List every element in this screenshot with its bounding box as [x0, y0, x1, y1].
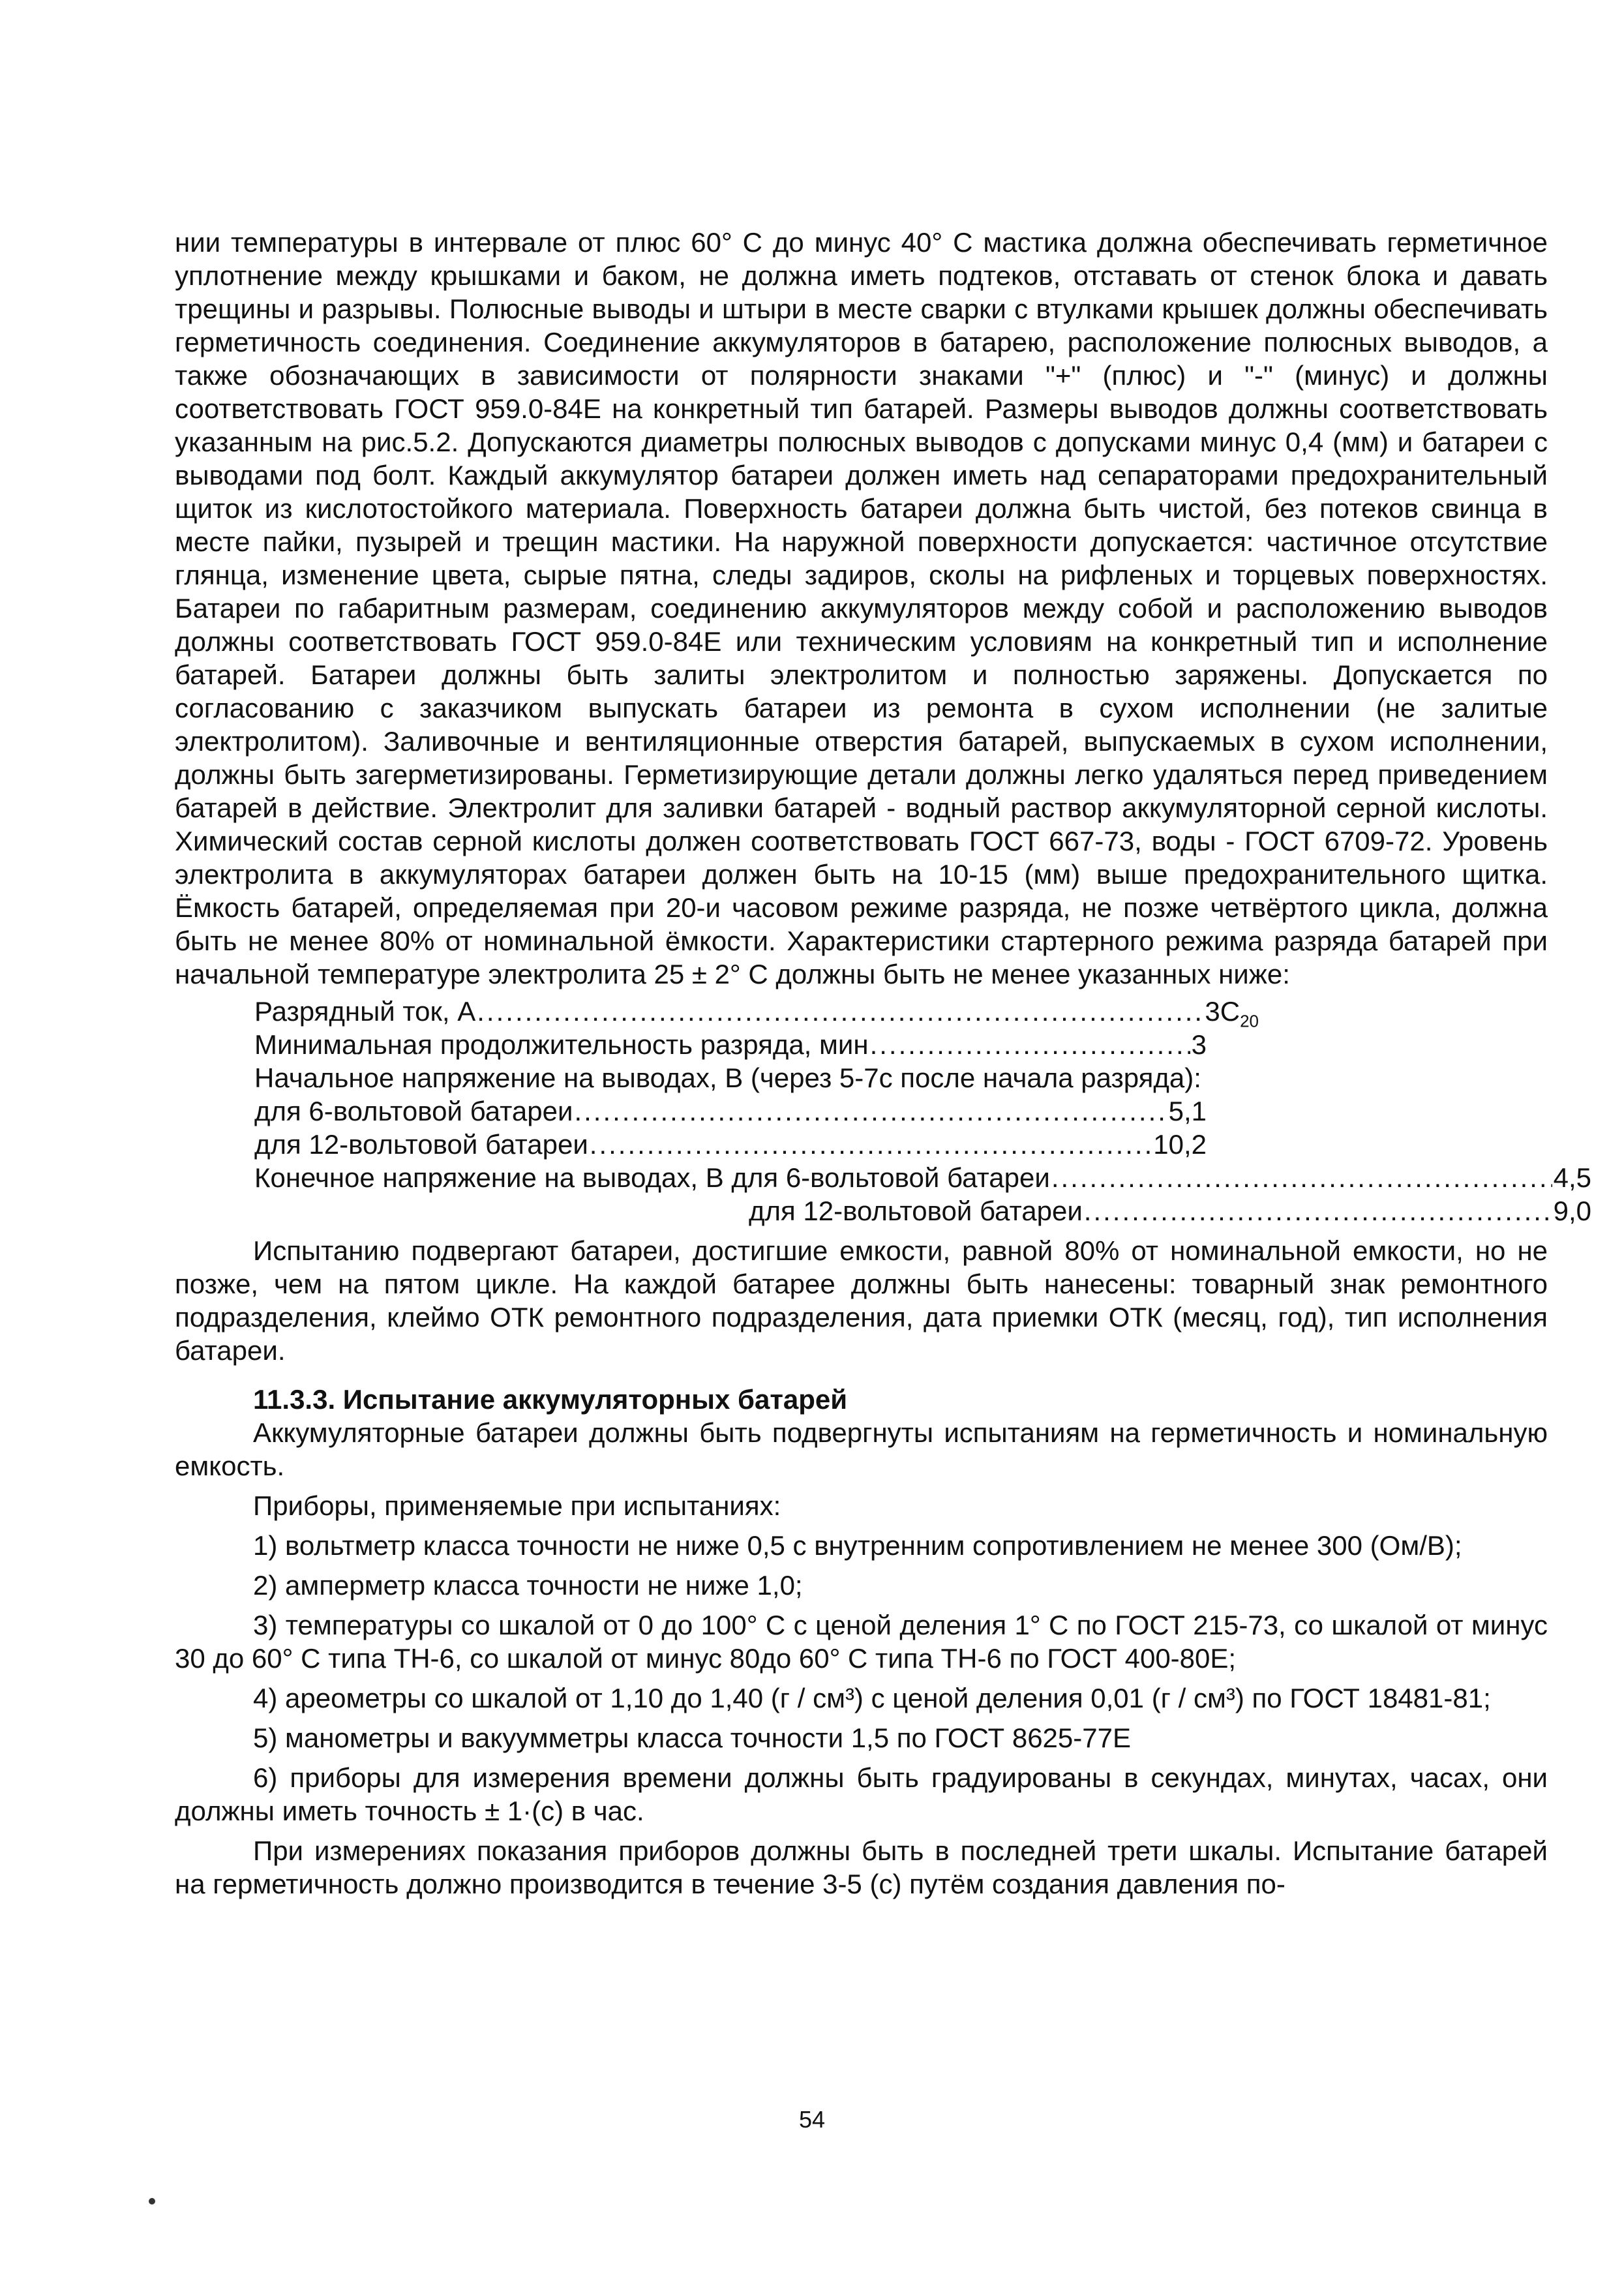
list-item: 2) амперметр класса точности не ниже 1,0; — [253, 1570, 803, 1601]
spec-initial-voltage-heading: Начальное напряжение на выводах, В (через 5-7с после начала разряда): — [254, 1062, 1201, 1093]
spec-label: для 6-вольтовой батареи — [254, 1096, 573, 1126]
section-heading: 11.3.3. Испытание аккумуляторных батарей — [253, 1384, 848, 1415]
scan-speck — [149, 2198, 155, 2205]
spec-label: для 12-вольтовой батареи — [254, 1129, 588, 1160]
list-item: 5) манометры и вакуумметры класса точности 1,5 по ГОСТ 8625-77Е — [253, 1723, 1131, 1753]
leader-dots — [1051, 1161, 1552, 1194]
paragraph-tests-intro: Аккумуляторные батареи должны быть подвергнуты испытаниям на герметичность и номинальную емкость. — [175, 1417, 1548, 1481]
spec-value: 4,5 — [1553, 1162, 1591, 1193]
spec-initial-12v — [254, 1128, 1207, 1161]
spec-final-6v — [254, 1161, 1591, 1194]
spec-discharge-current — [254, 995, 1259, 1031]
text-column — [175, 226, 1591, 1901]
list-item: 6) приборы для измерения времени должны быть градуированы в секундах, минутах, часах, они должны иметь точность ± 1·(с) в час. — [175, 1762, 1548, 1826]
spec-value: 3 — [1191, 1029, 1207, 1060]
list-item: 4) ареометры со шкалой от 1,10 до 1,40 (г / см³) с ценой деления 0,01 (г / см³) по ГОСТ 18481-81; — [253, 1683, 1491, 1713]
spec-min-duration — [254, 1028, 1207, 1061]
spec-label: для 12-вольтовой батареи — [749, 1196, 1083, 1226]
spec-value — [1205, 995, 1259, 1038]
paragraph-requirements: нии температуры в интервале от плюс 60° С до минус 40° С мастика должна обеспечивать герметичное уплотнение между крышками и баком, не должна иметь подтеков, отставать от стенок блока и давать трещины и разрывы. Полюсные выводы и штыри в месте сварки с втулками крышек должны обеспечивать герметичность соединения. Соединение аккумуляторов в батарею, расположение полюсных выводов, а также обозначающих в зависимости от полярности знаками "+" (плюс) и "-" (минус) и должны соответствовать ГОСТ 959.0-84Е на конкретный тип батарей. Размеры выводов должны соответствовать указанным на рис.5.2. Допускаются диаметры полюсных выводов с допусками минус 0,4 (мм) и батареи с выводами под болт. Каждый аккумулятор батареи должен иметь над сепараторами предохранительный щиток из кислотостойкого материала. Поверхность батареи должна быть чистой, без потеков свинца в месте пайки, пузырей и трещин мастики. На наружной поверхности допускается: частичное отсутствие глянца, изменение цвета, сырые пятна, следы задиров, сколы на рифленых и торцевых поверхностях. Батареи по габаритным размерам, соединению аккумуляторов между собой и расположению выводов должны соответствовать ГОСТ 959.0-84Е или техническим условиям на конкретный тип и исполнение батарей. Батареи должны быть залиты электролитом и полностью заряжены. Допускается по согласованию с заказчиком выпускать батареи из ремонта в сухом исполнении (не залитые электролитом). Заливочные и вентиляционные отверстия батарей, выпускаемых в сухом исполнении, должны быть загерметизированы. Герметизирующие детали должны легко удаляться перед приведением батарей в действие. Электролит для заливки батарей - водный раствор аккумуляторной серной кислоты. Химический состав серной кислоты должен соответствовать ГОСТ 667-73, воды - ГОСТ 6709-72. Уровень электролита в аккумуляторах батареи должен быть на 10-15 (мм) выше предохранительного щитка. Ёмкость батарей, определяемая при 20-и часовом режиме разряда, не позже четвёртого цикла, должна быть не менее 80% от номинальной ёмкости. Характеристики стартерного режима разряда батарей при начальной температуре электролита 25 ± 2° С должны быть не менее указанных ниже: — [175, 227, 1548, 989]
spec-initial-6v — [254, 1094, 1207, 1128]
spec-label: Разрядный ток, А — [254, 996, 476, 1027]
instrument-list-heading: Приборы, применяемые при испытаниях: — [253, 1490, 781, 1521]
spec-value-subscript: 20 — [1240, 1011, 1259, 1031]
spec-value: 5,1 — [1168, 1096, 1207, 1126]
list-item: 3) температуры со шкалой от 0 до 100° С с ценой деления 1° С по ГОСТ 215-73, со шкалой от минус 30 до 60° С типа ТН-6, со шкалой от минус 80до 60° С типа ТН-6 по ГОСТ 400-80Е; — [175, 1610, 1548, 1674]
page-number: 54 — [798, 2106, 826, 2133]
spacer — [175, 1367, 1548, 1383]
spec-value-text: 3С — [1205, 996, 1241, 1027]
spec-label: Минимальная продолжительность разряда, мин — [254, 1029, 869, 1060]
spec-label: Конечное напряжение на выводах, В для 6-вольтовой батареи — [254, 1162, 1050, 1193]
instrument-list — [175, 1489, 1548, 1828]
list-item: 1) вольтметр класса точности не ниже 0,5 с внутренним сопротивлением не менее 300 (Ом/В); — [253, 1530, 1462, 1561]
leader-dots — [574, 1094, 1167, 1128]
spec-final-12v — [254, 1194, 1591, 1227]
discharge-specs — [254, 995, 1591, 1227]
leader-dots — [590, 1128, 1152, 1161]
leader-dots — [870, 1028, 1190, 1061]
leader-dots — [477, 995, 1203, 1028]
paragraph-measurements: При измерениях показания приборов должны быть в последней трети шкалы. Испытание батарей на герметичность должно производится в течение 3-5 (с) путём создания давления по- — [175, 1835, 1548, 1899]
spec-value: 9,0 — [1553, 1196, 1591, 1226]
leader-dots — [1084, 1194, 1552, 1227]
spec-value: 10,2 — [1153, 1129, 1207, 1160]
paragraph-testing-marking: Испытанию подвергают батареи, достигшие емкости, равной 80% от номинальной емкости, но не позже, чем на пятом цикле. На каждой батарее должны быть нанесены: товарный знак ремонтного подразделения, клеймо ОТК ремонтного подразделения, дата приемки ОТК (месяц, год), тип исполнения батареи. — [175, 1235, 1548, 1366]
